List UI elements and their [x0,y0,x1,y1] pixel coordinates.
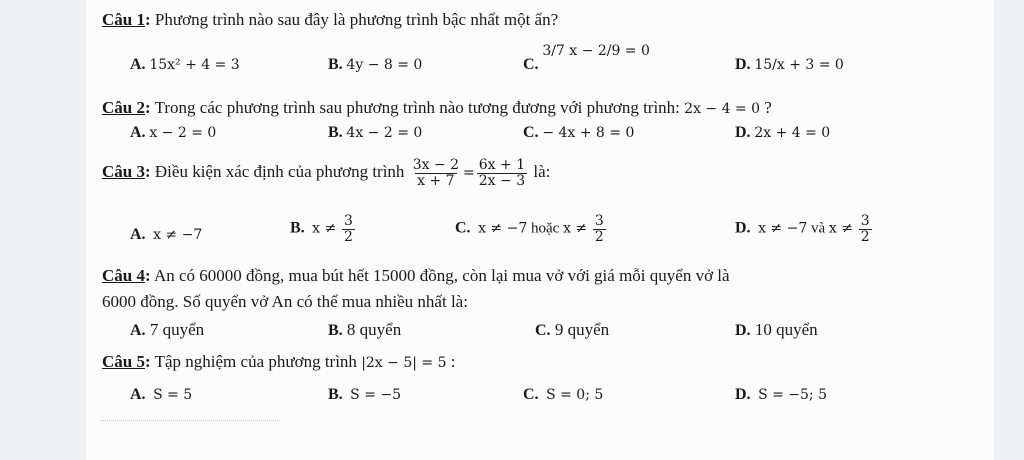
q3-option-b[interactable]: B. x ≠ $\frac{3}{2}$ [290,213,353,245]
question-5: Câu 5: Tập nghiệm của phương trình |2x − 5| = 5 : [102,352,456,371]
q1-option-a-math: 15x² + 4 = 3 [149,57,240,73]
right-margin [994,0,1024,460]
question-2-label: Câu 2 [102,98,145,117]
question-2-text: Trong các phương trình sau phương trình nào tương đương với phương trình: [154,98,680,117]
q2-option-b[interactable]: B. 4x − 2 = 0 [328,124,423,141]
q1-option-c[interactable]: C. 3/7 x − 2/9 = 0 [523,43,650,73]
q5-option-d[interactable]: D. S = −5; 5 [735,386,827,403]
question-4-line2: 6000 đồng. Số quyển vở An có thể mua nhiều nhất là: [102,292,468,311]
question-5-text: Tập nghiệm của phương trình [154,352,357,371]
q2-option-c[interactable]: C. − 4x + 8 = 0 [523,124,635,141]
question-5-label: Câu 5 [102,352,145,371]
q5-option-a[interactable]: A. S = 5 [130,386,193,403]
q2-option-a[interactable]: A. x − 2 = 0 [130,124,217,141]
q1-option-d[interactable]: D. 15/x + 3 = 0 [735,56,844,73]
q3-option-b-fraction: $\frac{3}{2}$ [344,213,353,245]
q2-option-d[interactable]: D. 2x + 4 = 0 [735,124,831,141]
question-4-text-line1: An có 60000 đồng, mua bút hết 15000 đồng, còn lại mua vở với giá mỗi quyển vở là [153,266,730,285]
q5-option-b[interactable]: B. S = −5 [328,386,402,403]
q1-option-b[interactable]: B. 4y − 8 = 0 [328,56,423,73]
q1-option-a[interactable]: A. 15x² + 4 = 3 [130,56,240,73]
question-3-label: Câu 3 [102,162,145,182]
left-margin [0,0,86,460]
q5-option-c[interactable]: C. S = 0; 5 [523,386,604,403]
q3-option-c-fraction: $\frac{3}{2}$ [594,213,604,245]
q4-option-d[interactable]: D. 10 quyển [735,320,818,339]
question-1-text: Phương trình nào sau đây là phương trình bậc nhất một ẩn? [154,10,559,29]
question-2: Câu 2: Trong các phương trình sau phương trình nào tương đương với phương trình: 2x − 4 = 0 ? [102,98,772,117]
q3-option-d-fraction: $\frac{3}{2}$ [860,213,870,245]
question-5-equation: |2x − 5| = 5 [361,355,447,371]
question-1: Câu 1: Phương trình nào sau đây là phương trình bậc nhất một ẩn? [102,10,559,29]
q3-option-c[interactable]: C. x ≠ −7 hoặc x ≠ $\frac{3}{2}$ [455,213,604,245]
question-2-equation: 2x − 4 = 0 [684,101,761,117]
q3-fraction-right: $\frac{6x + 1}{2x - 3}$ [478,157,526,189]
q3-option-d[interactable]: D. x ≠ −7 và x ≠ $\frac{3}{2}$ [735,213,870,245]
q1-option-b-math: 4y − 8 = 0 [346,57,423,73]
q1-option-c-math: 3/7 x − 2/9 = 0 [542,43,650,59]
question-3: Câu 3: Điều kiện xác định của phương trình $\frac{3x - 2}{x + 7}$ = $\frac{6x + 1}{2x - 3}$ là: [102,157,551,189]
question-1-label: Câu 1 [102,10,145,29]
question-4-label: Câu 4 [102,266,145,285]
q4-option-b[interactable]: B. 8 quyển [328,320,402,339]
question-3-text: Điều kiện xác định của phương trình [154,162,405,182]
q4-option-a[interactable]: A. 7 quyển [130,320,205,339]
q3-fraction-left: $\frac{3x - 2}{x + 7}$ [412,157,460,189]
q3-option-a[interactable]: A. x ≠ −7 [130,226,203,243]
question-4: Câu 4: An có 60000 đồng, mua bút hết 15000 đồng, còn lại mua vở với giá mỗi quyển vở là [102,266,730,285]
faint-residue [100,420,280,427]
q4-option-c[interactable]: C. 9 quyển [535,320,610,339]
q1-option-d-math: 15/x + 3 = 0 [754,57,844,73]
